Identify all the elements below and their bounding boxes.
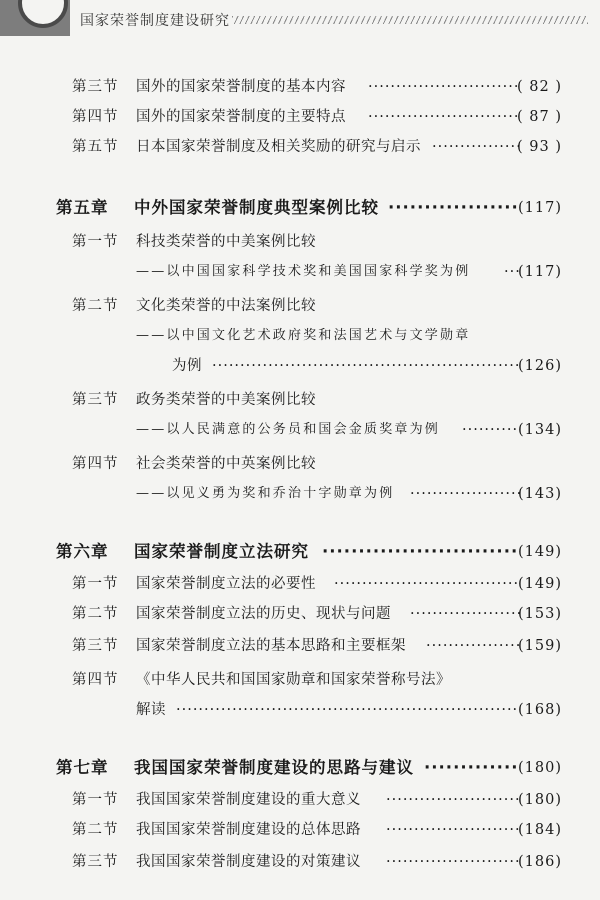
page-number: (180)	[518, 760, 562, 776]
dot-leader	[462, 418, 520, 442]
page-number: (168)	[518, 702, 562, 718]
toc-chapter-entry	[0, 756, 600, 780]
toc-entry	[0, 324, 600, 348]
page-number: ( 82 )	[517, 79, 562, 95]
page-number: (117)	[518, 200, 562, 216]
entry-title: 我国国家荣誉制度建设的对策建议	[136, 854, 361, 870]
toc-entry	[0, 572, 600, 596]
toc-entry	[0, 135, 600, 159]
section-number: 第一节	[72, 576, 119, 592]
page-number: (149)	[518, 544, 562, 560]
section-number: 第四节	[72, 109, 119, 125]
section-number: 第三节	[72, 392, 119, 408]
toc-entry	[0, 668, 600, 692]
dot-leader	[388, 196, 520, 220]
page-number: (143)	[518, 486, 562, 502]
toc-entry	[0, 850, 600, 874]
section-number: 第一节	[72, 234, 119, 250]
page-number: ( 87 )	[517, 109, 562, 125]
running-header-title: 国家荣誉制度建设研究	[80, 13, 230, 29]
entry-title: 中外国家荣誉制度典型案例比较	[134, 198, 379, 217]
chapter-number: 第六章	[56, 542, 109, 561]
dot-leader	[322, 540, 520, 564]
entry-title: 国家荣誉制度立法的必要性	[136, 576, 316, 592]
dot-leader	[432, 135, 520, 159]
toc-entry	[0, 105, 600, 129]
chapter-number: 第五章	[56, 198, 109, 217]
section-number: 第二节	[72, 822, 119, 838]
toc-entry	[0, 482, 600, 506]
page-number: (184)	[518, 822, 562, 838]
section-number: 第五节	[72, 139, 119, 155]
section-number: 第二节	[72, 606, 119, 622]
entry-title: 为例	[172, 358, 202, 374]
page-number: (180)	[518, 792, 562, 808]
dot-leader	[386, 818, 520, 842]
entry-title: ——以人民满意的公务员和国会金质奖章为例	[136, 422, 441, 437]
toc-entry	[0, 75, 600, 99]
toc-chapter-entry	[0, 196, 600, 220]
section-number: 第二节	[72, 298, 119, 314]
entry-title: 社会类荣誉的中英案例比较	[136, 456, 316, 472]
entry-title: 国家荣誉制度立法研究	[134, 542, 309, 561]
dot-leader	[212, 354, 520, 378]
section-number: 第四节	[72, 672, 119, 688]
toc-entry	[0, 418, 600, 442]
entry-title: 《中华人民共和国国家勋章和国家荣誉称号法》	[136, 672, 451, 688]
toc-entry	[0, 354, 600, 378]
entry-title: 国家荣誉制度立法的基本思路和主要框架	[136, 638, 406, 654]
page-number: (153)	[518, 606, 562, 622]
toc-entry	[0, 230, 600, 254]
toc-entry	[0, 452, 600, 476]
dot-leader	[410, 602, 520, 626]
entry-title: 文化类荣誉的中法案例比较	[136, 298, 316, 314]
section-number: 第三节	[72, 638, 119, 654]
dot-leader	[386, 850, 520, 874]
section-number: 第三节	[72, 854, 119, 870]
entry-title: 日本国家荣誉制度及相关奖励的研究与启示	[136, 139, 421, 155]
dot-leader	[368, 75, 520, 99]
entry-title: 国家荣誉制度立法的历史、现状与问题	[136, 606, 391, 622]
entry-title: 国外的国家荣誉制度的基本内容	[136, 79, 346, 95]
toc-entry	[0, 788, 600, 812]
toc-entry	[0, 294, 600, 318]
dot-leader	[424, 756, 520, 780]
toc-entry	[0, 818, 600, 842]
toc-entry	[0, 260, 600, 284]
section-number: 第三节	[72, 79, 119, 95]
page-number: ( 93 )	[517, 139, 562, 155]
entry-title: 科技类荣誉的中美案例比较	[136, 234, 316, 250]
entry-title: ——以中国文化艺术政府奖和法国艺术与文学勋章	[136, 328, 471, 343]
entry-title: ——以中国国家科学技术奖和美国国家科学奖为例	[136, 264, 471, 279]
entry-title: 我国国家荣誉制度建设的总体思路	[136, 822, 361, 838]
entry-title: 我国国家荣誉制度建设的思路与建议	[134, 758, 414, 777]
page-number: (126)	[518, 358, 562, 374]
entry-title: 我国国家荣誉制度建设的重大意义	[136, 792, 361, 808]
dot-leader	[410, 482, 520, 506]
section-number: 第一节	[72, 792, 119, 808]
entry-title: ——以见义勇为奖和乔治十字勋章为例	[136, 486, 395, 501]
entry-title: 解读	[136, 702, 166, 718]
dot-leader	[176, 698, 520, 722]
toc-entry	[0, 698, 600, 722]
page-number: (149)	[518, 576, 562, 592]
page-number: (117)	[518, 264, 562, 280]
section-number: 第四节	[72, 456, 119, 472]
chapter-number: 第七章	[56, 758, 109, 777]
dot-leader	[334, 572, 520, 596]
page-number: (186)	[518, 854, 562, 870]
page-number: (134)	[518, 422, 562, 438]
toc-entry	[0, 602, 600, 626]
entry-title: 政务类荣誉的中美案例比较	[136, 392, 316, 408]
dot-leader	[426, 634, 520, 658]
entry-title: 国外的国家荣誉制度的主要特点	[136, 109, 346, 125]
toc-chapter-entry	[0, 540, 600, 564]
page-number: (159)	[518, 638, 562, 654]
toc-entry	[0, 388, 600, 412]
dot-leader	[386, 788, 520, 812]
dot-leader	[368, 105, 520, 129]
toc-entry	[0, 634, 600, 658]
